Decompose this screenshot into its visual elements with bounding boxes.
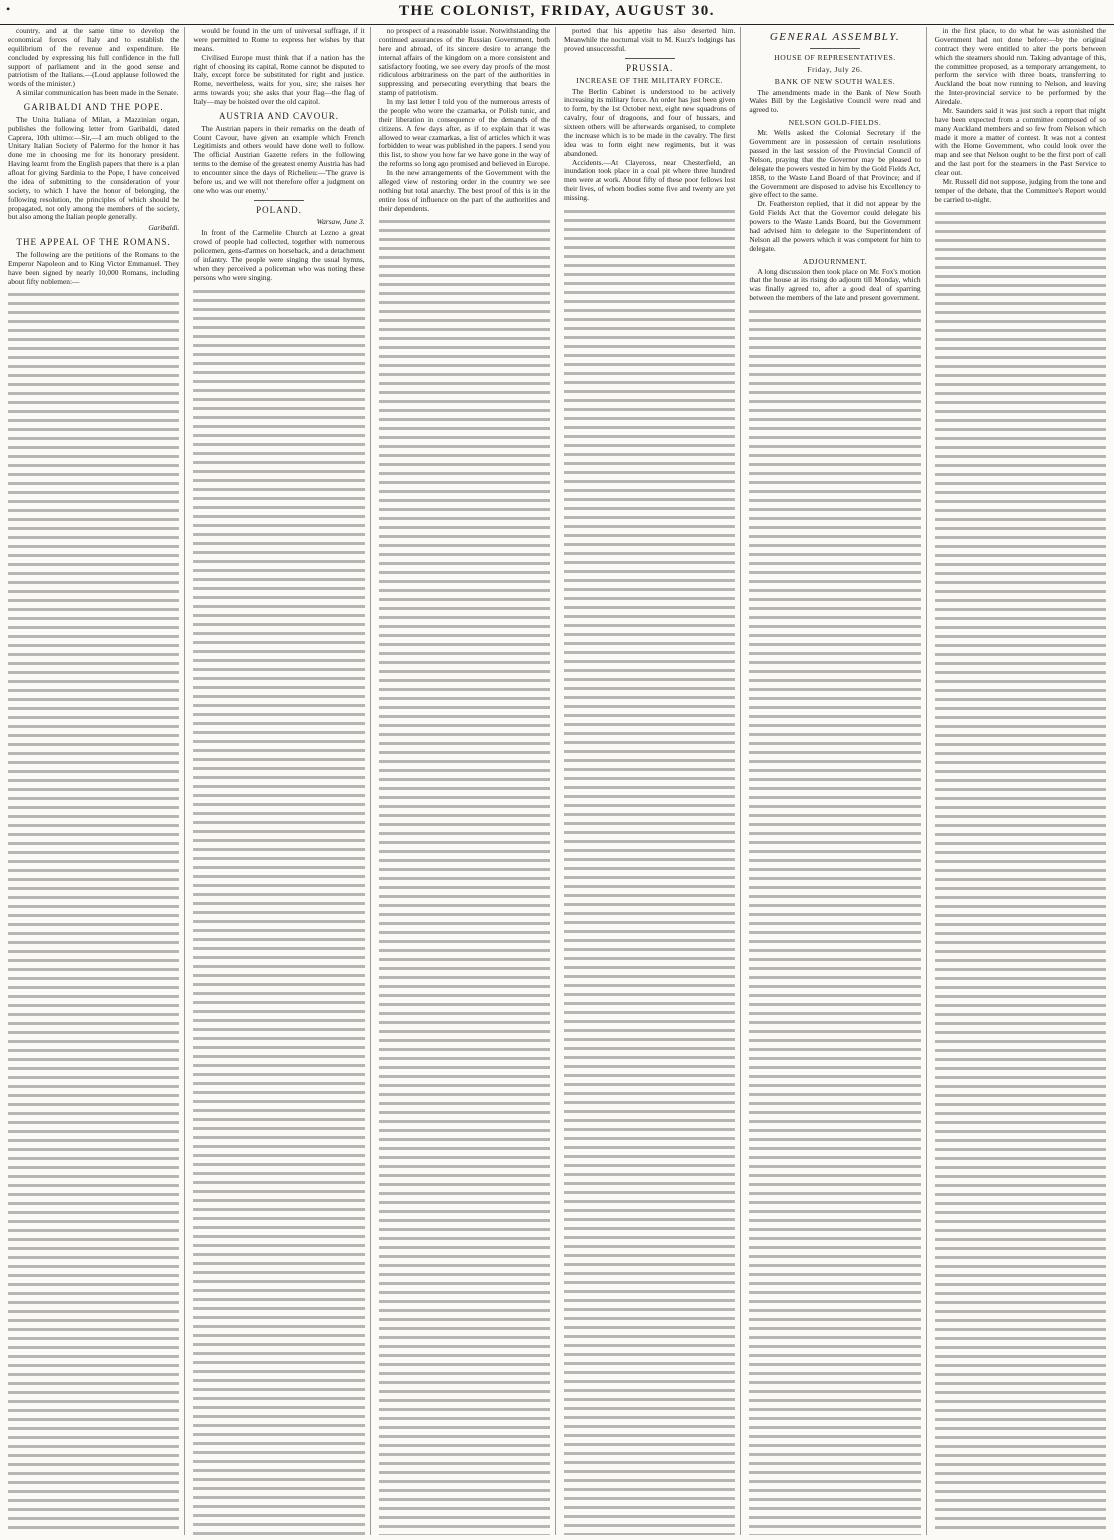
article-text: A long discussion then took place on Mr. Fox's motion that the house at its rising do adjourn till Monday, which was finally agreed to, after a good deal of sparring between the members of the late and present government. <box>749 266 921 303</box>
article-text: Mr. Russell did not suppose, judging from the tone and temper of the debate, that the Committee's Report would be carried to-night. <box>934 176 1106 204</box>
text-body-continued <box>379 216 550 1535</box>
column-1 <box>8 27 185 1535</box>
section-heading: POLAND. <box>256 204 302 215</box>
article-text: would be found in the urn of universal suffrage, if it were permitted to Rome to express her wishes by that means. <box>193 27 365 53</box>
column-5 <box>749 27 926 1535</box>
section-heading: GENERAL ASSEMBLY. <box>769 31 901 43</box>
section-heading: AUSTRIA AND CAVOUR. <box>218 110 340 121</box>
article-text: no prospect of a reasonable issue. Notwithstanding the continued assurances of the Russian Government, both here and abroad, of its sincere desire to arrange the internal affairs of the kingdom on a more consistent and satisfactory footing, we see every day proofs of the most ridiculous arbitrariness on the part of the authorities in suppressing and persecuting everything that bears the stamp of patriotism. <box>378 27 550 98</box>
dateline: Friday, July 26. <box>807 65 863 75</box>
masthead <box>0 0 1114 25</box>
subheading: ADJOURNMENT. <box>802 256 868 266</box>
subheading: HOUSE OF REPRESENTATIVES. <box>774 53 896 63</box>
article-text: country, and at the same time to develop the economical forces of Italy and to establish the equilibrium of the revenue and expenditure. He concluded by expressing his full confidence in the full support of parliament and in the good sense and patriotism of the Italians.—(Loud applause followed the words of the minister.) <box>8 27 180 89</box>
article-text: In my last letter I told you of the numerous arrests of the people who wore the czamarka, or Polish tunic, and their liberation in consequence of the demands of the citizens. A few days after, as if to explain that it was allowed to wear czamarkas, a list of articles which it was forbidden to wear was published in the papers. I send you this list, to show you how far we have gone in the way of the reforms so long ago promised and believed in Europe. <box>378 97 550 169</box>
article-text: The Unita Italiana of Milan, a Mazzinian organ, publishes the following letter from Garibaldi, dated Caprera, 10th ultimo:—Sir,—I am much obliged to the Unitary Italian Society of Palermo for the honor it has done me in choosing me for its honorary president. Having learnt from the English papers that there is a plan afloat for giving Sardinia to the Pope, I have conceived the idea of submitting to the consideration of your society, to which I have the honor of belonging, the following resolution, the principles of which should be propagated, not only among the members of the society, but also among the Italian people generally. <box>8 114 180 222</box>
article-text: Dr. Featherston replied, that it did not appear by the Gold Fields Act that the Governor could delegate his powers to the Waste Lands Board, but the Government had advised him to delegate to the Superintendent of Nelson all the powers which it was competent for him to delegate. <box>749 199 921 253</box>
article-text: Civilised Europe must think that if a nation has the right of choosing its capital, Rome cannot be disputed to Italy, except force be substituted for right and justice. Rome, nevertheless, waits for you, sire; she raises her arms towards you; she asks that your flag—the flag of Italy—may be hoisted over the old capitol. <box>193 52 365 106</box>
divider <box>625 58 675 59</box>
column-4 <box>564 27 741 1535</box>
text-body-continued <box>564 206 735 1535</box>
article-text: A similar communication has been made in the Senate. <box>16 88 179 98</box>
divider <box>254 200 304 201</box>
text-body-continued <box>193 286 364 1535</box>
article-text: ported that his appetite has also deserted him. Meanwhile the nocturnal visit to M. Kucz's lodgings has proved unsuccessful. <box>563 27 736 53</box>
page-columns <box>8 27 1106 1535</box>
article-text: The amendments made in the Bank of New South Wales Bill by the Legislative Council were read and agreed to. <box>749 87 921 115</box>
subheading: BANK OF NEW SOUTH WALES. <box>774 77 896 87</box>
section-heading: GARIBALDI AND THE POPE. <box>23 102 164 112</box>
divider <box>810 48 860 49</box>
text-body-continued <box>8 289 179 1535</box>
signature: Garibaldi. <box>148 223 180 233</box>
article-text: Mr. Wells asked the Colonial Secretary if the Government are in possession of certain resolutions passed in the last session of the Provincial Council of Nelson, praying that the Governor may be pleased to delegate the powers vested in him by the Gold Fields Act, 1858, to the Waste Land Board of that Province; and if the Government are disposed to advise his Excellency to give effect to the same. <box>749 128 921 200</box>
dateline: Warsaw, June 3. <box>316 217 365 227</box>
column-6 <box>935 27 1106 1535</box>
text-body-continued <box>935 208 1106 1536</box>
article-text: Accidents.—At Clayeross, near Chesterfield, an inundation took place in a coal pit where three hundred men were at work. About fifty of these poor fellows lost their lives, of whom bodies some five and twenty are yet missing. <box>563 157 736 203</box>
text-body-continued <box>749 306 920 1535</box>
section-heading: PRUSSIA. <box>626 62 674 73</box>
column-2 <box>193 27 370 1535</box>
article-text: The Austrian papers in their remarks on the death of Count Cavour, have given an example which French Legitimists and others would have done well to follow. The official Austrian Gazette refers in the following terms to the demise of the greatest enemy Austria has had to encounter since the days of Richelieu:—'The grave is before us, and we will not therefore offer a judgment on one who was our enemy.' <box>193 123 365 195</box>
subheading: INCREASE OF THE MILITARY FORCE. <box>576 76 724 86</box>
section-heading: THE APPEAL OF THE ROMANS. <box>16 237 171 248</box>
column-3 <box>379 27 556 1535</box>
article-text: The following are the petitions of the Romans to the Emperor Napoleon and to King Victor Emmanuel. They have been signed by nearly 10,000 Romans, including about fifty noblemen:— <box>8 249 180 286</box>
article-text: Mr. Saunders said it was just such a report that might have been expected from a committee composed of so many Auckland members and so few from Nelson which made it more a matter of contest. It was not a contest with the Home Government, who could look over the map and see that Nelson ought to be the first port of call and the last port for the steamers in the Past Service to clear out. <box>934 105 1106 177</box>
bullet-icon: • <box>6 2 11 16</box>
article-text: in the first place, to do what he was astonished the Government had not done before:—by the original contract they were entitled to alter the ports between which the steamers should run. Taking advantage of this, the committee proposed, as a temporary arrangement, to perform the service with three boats, transferring to Auckland the boat now running to Nelson, and leaving the Inter-provincial service to be performed by the Airedale. <box>934 27 1106 106</box>
newspaper-title: THE COLONIST, FRIDAY, AUGUST 30. <box>399 3 715 19</box>
article-text: The Berlin Cabinet is understood to be actively increasing its military force. An order has just been given to form, by the 1st October next, eight new squadrons of cavalry, four of dragoons, and four of hussars, and sixteen others will be afterwards organised, to complete the increase which is to be made in the cavalry. The first idea was to form eight new regiments, but it was abandoned. <box>563 86 736 158</box>
subheading: NELSON GOLD-FIELDS. <box>788 118 882 128</box>
article-text: In front of the Carmelite Church at Lezno a great crowd of people had collected, together with numerous policemen, gens-d'armes on horseback, and a detachment of infantry. The people were singing the usual hymns, when they perceived a policeman who was noting these persons who were singing. <box>193 228 365 282</box>
article-text: In the new arrangements of the Government with the alleged view of restoring order in the country we see nothing but total anarchy. The best proof of this is in the entire loss of influence on the part of the authorities and their dependents. <box>378 168 550 213</box>
